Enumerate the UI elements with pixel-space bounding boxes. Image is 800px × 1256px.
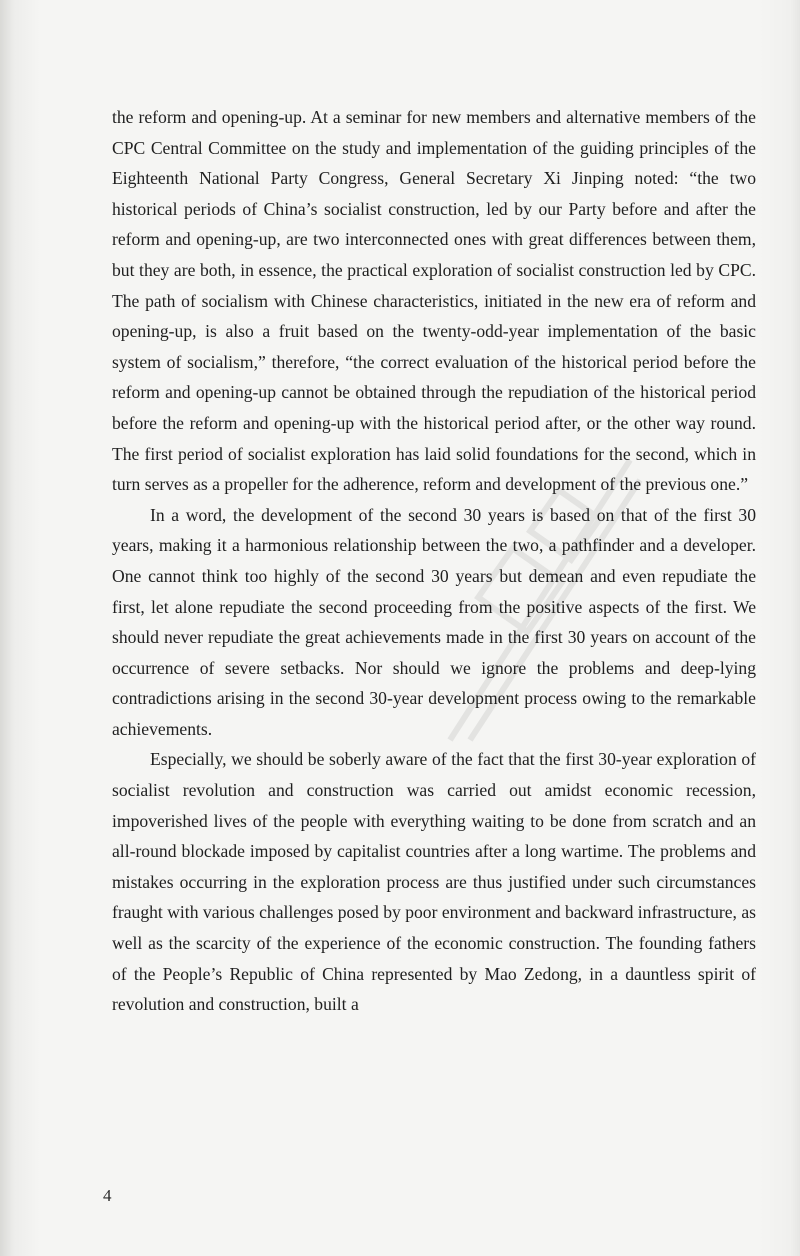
paragraph-1: the reform and opening-up. At a seminar for new members and alternative members of the CPC Central Committee on the study and implementation of the guiding principles of the Eighteenth National Party Congress, General Secretary Xi Jinping noted: “the two historical periods of China’s socialist construction, led by our Party before and after the reform and opening-up, are two interconnected ones with great differences between them, but they are both, in essence, the practical exploration of socialist construction led by CPC. The path of socialism with Chinese characteristics, initiated in the new era of reform and opening-up, is also a fruit based on the twenty-odd-year implementation of the basic system of socialism,” therefore, “the correct evaluation of the historical period before the reform and opening-up cannot be obtained through the repudiation of the historical period before the reform and opening-up with the historical period after, or the other way round. The first period of socialist exploration has laid solid foundations for the second, which in turn serves as a propeller for the adherence, reform and development of the previous one.”	[112, 107, 756, 495]
body-text	[112, 102, 756, 1020]
paragraph-2: In a word, the development of the second 30 years is based on that of the first 30 years, making it a harmonious relationship between the two, a pathfinder and a developer. One cannot think too highly of the second 30 years but demean and even repudiate the first, let alone repudiate the second proceeding from the positive aspects of the first. We should never repudiate the great achievements made in the first 30 years on account of the occurrence of severe setbacks. Nor should we ignore the problems and deep-lying contradictions arising in the second 30-year development process owing to the remarkable achievements.	[112, 504, 756, 739]
page-number: 4	[103, 1186, 112, 1205]
paragraph-3: Especially, we should be soberly aware of the fact that the first 30-year exploration of socialist revolution and construction was carried out amidst economic recession, impoverished lives of the people with everything waiting to be done from scratch and an all-round blockade imposed by capitalist countries after a long wartime. The problems and mistakes occurring in the exploration process are thus justified under such circumstances fraught with various challenges posed by poor environment and backward infrastructure, as well as the scarcity of the experience of the economic construction. The founding fathers of the People’s Republic of China represented by Mao Zedong, in a dauntless spirit of revolution and construction, built a	[112, 749, 756, 1015]
